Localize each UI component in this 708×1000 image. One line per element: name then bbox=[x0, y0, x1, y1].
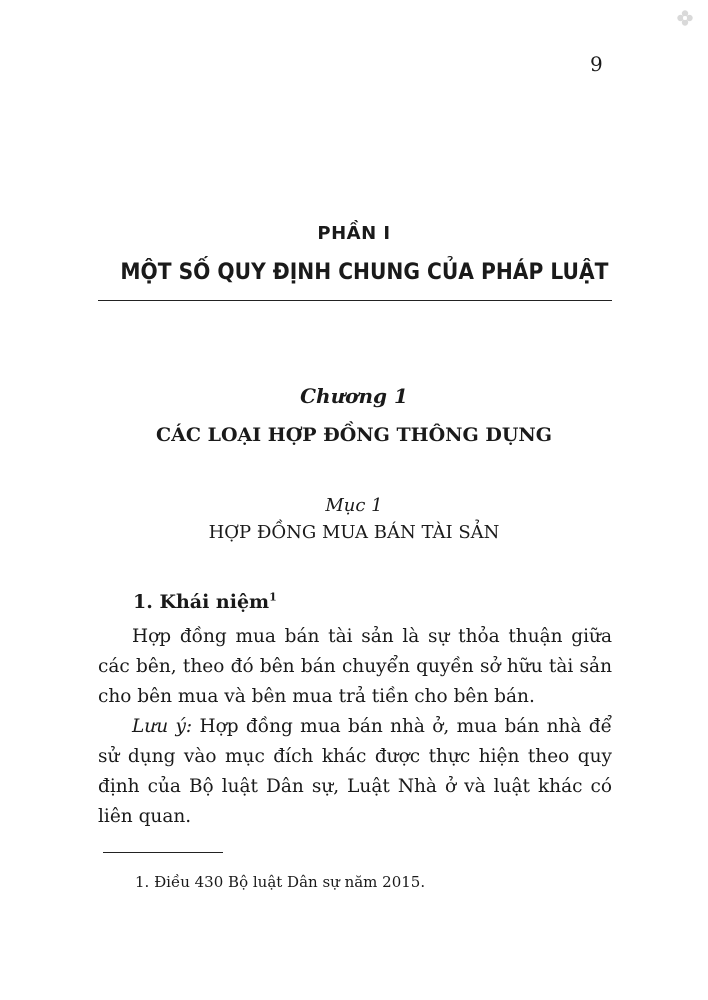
chapter-title: CÁC LOẠI HỢP ĐỒNG THÔNG DỤNG bbox=[155, 424, 552, 446]
note-paragraph bbox=[98, 712, 612, 832]
title-divider bbox=[98, 300, 612, 301]
chapter-label: Chương 1 bbox=[300, 384, 408, 408]
section-label: Mục 1 bbox=[325, 495, 383, 516]
part-title: MỘT SỐ QUY ĐỊNH CHUNG CỦA PHÁP LUẬT bbox=[120, 260, 609, 285]
footnote-marker: 1 bbox=[269, 590, 277, 604]
article-heading bbox=[133, 588, 277, 616]
part-label: PHẦN I bbox=[317, 223, 391, 244]
footnote: 1. Điều 430 Bộ luật Dân sự năm 2015. bbox=[135, 873, 426, 891]
page-number: 9 bbox=[590, 52, 603, 76]
footnote-divider bbox=[103, 852, 223, 853]
note-label: Lưu ý: bbox=[132, 716, 193, 737]
definition-paragraph: Hợp đồng mua bán tài sản là sự thỏa thuận giữa các bên, theo đó bên bán chuyển quyền sở hữu tài sản cho bên mua và bên mua trả tiền cho bên bán. bbox=[98, 626, 612, 707]
flower-watermark-icon bbox=[676, 9, 694, 27]
article-heading-text: 1. Khái niệm bbox=[133, 591, 270, 613]
section-title: HỢP ĐỒNG MUA BÁN TÀI SẢN bbox=[208, 522, 500, 543]
article-body bbox=[98, 622, 612, 832]
note-text: Hợp đồng mua bán nhà ở, mua bán nhà để sử dụng vào mục đích khác được thực hiện theo quy định của Bộ luật Dân sự, Luật Nhà ở và luật khác có liên quan. bbox=[98, 716, 612, 827]
